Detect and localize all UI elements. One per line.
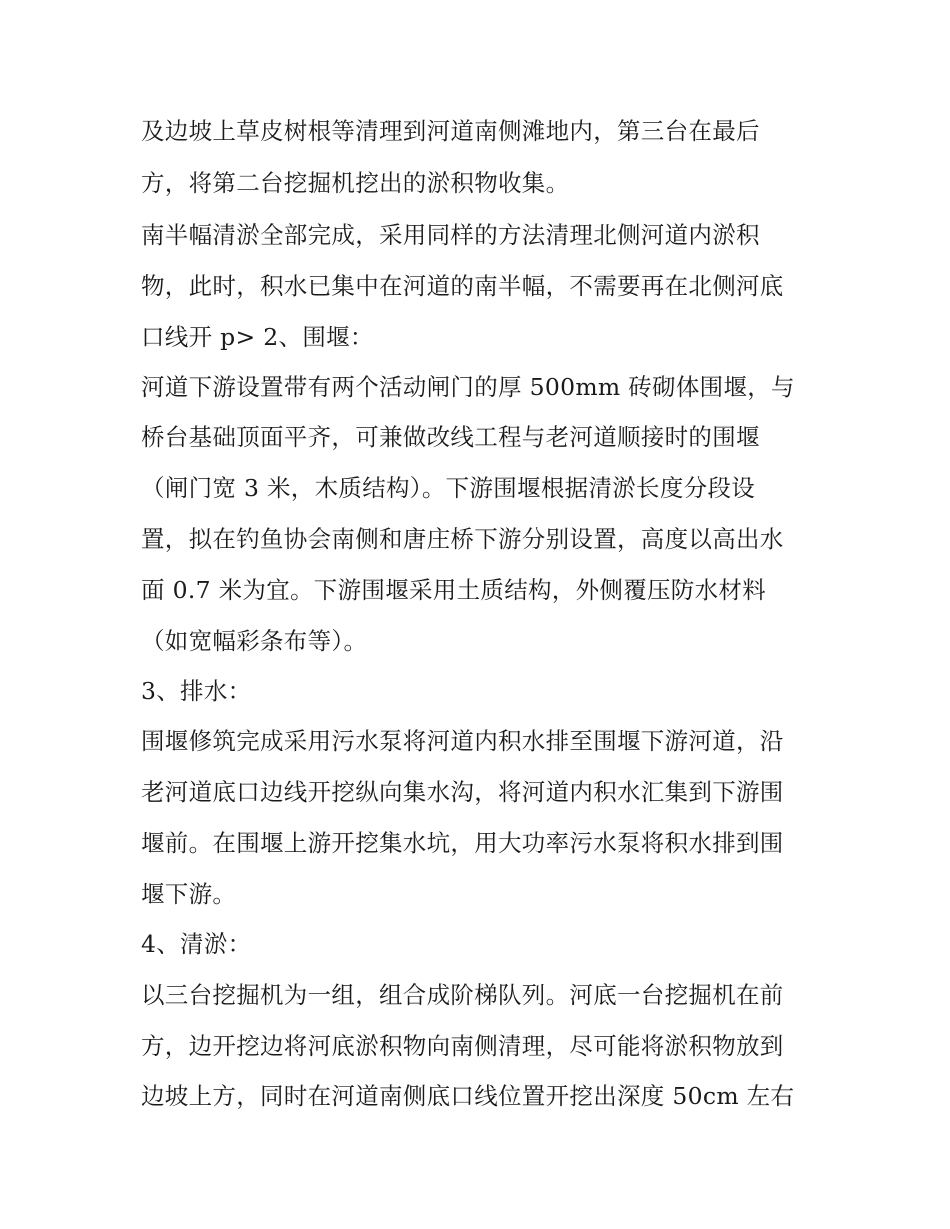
section-heading-cofferdam: 口线开 p> 2、围堰： xyxy=(141,323,374,351)
text-line: 老河道底口边线开挖纵向集水沟，将河道内积水汇集到下游围 xyxy=(141,778,784,806)
text-line: 南半幅清淤全部完成，采用同样的方法清理北侧河道内淤积 xyxy=(141,221,760,249)
text-line: （如宽幅彩条布等）。 xyxy=(141,627,368,655)
text-line: 以三台挖掘机为一组，组合成阶梯队列。河底一台挖掘机在前 xyxy=(141,981,784,1009)
text-line: 桥台基础顶面平齐，可兼做改线工程与老河道顺接时的围堰 xyxy=(141,423,760,451)
text-line: （闸门宽 3 米，木质结构）。下游围堰根据清淤长度分段设 xyxy=(141,474,756,502)
text-line: 围堰修筑完成采用污水泵将河道内积水排至围堰下游河道，沿 xyxy=(141,727,784,755)
text-line: 边坡上方，同时在河道南侧底口线位置开挖出深度 50cm 左右 xyxy=(141,1082,795,1110)
section-heading-dredging: 4、清淤： xyxy=(141,930,252,958)
text-line: 置，拟在钓鱼协会南侧和唐庄桥下游分别设置，高度以高出水 xyxy=(141,525,784,553)
text-line: 方，边开挖边将河底淤积物向南侧清理，尽可能将淤积物放到 xyxy=(141,1032,784,1060)
section-heading-drainage: 3、排水： xyxy=(141,677,252,705)
text-line: 及边坡上草皮树根等清理到河道南侧滩地内，第三台在最后 xyxy=(141,117,760,145)
text-line: 堰下游。 xyxy=(141,880,237,908)
text-line: 物，此时，积水已集中在河道的南半幅，不需要再在北侧河底 xyxy=(141,272,784,300)
text-line: 面 0.7 米为宜。下游围堰采用土质结构，外侧覆压防水材料 xyxy=(141,576,767,604)
text-line: 堰前。在围堰上游开挖集水坑，用大功率污水泵将积水排到围 xyxy=(141,829,784,857)
text-line: 河道下游设置带有两个活动闸门的厚 500mm 砖砌体围堰，与 xyxy=(141,373,795,401)
text-line: 方，将第二台挖掘机挖出的淤积物收集。 xyxy=(141,169,570,197)
